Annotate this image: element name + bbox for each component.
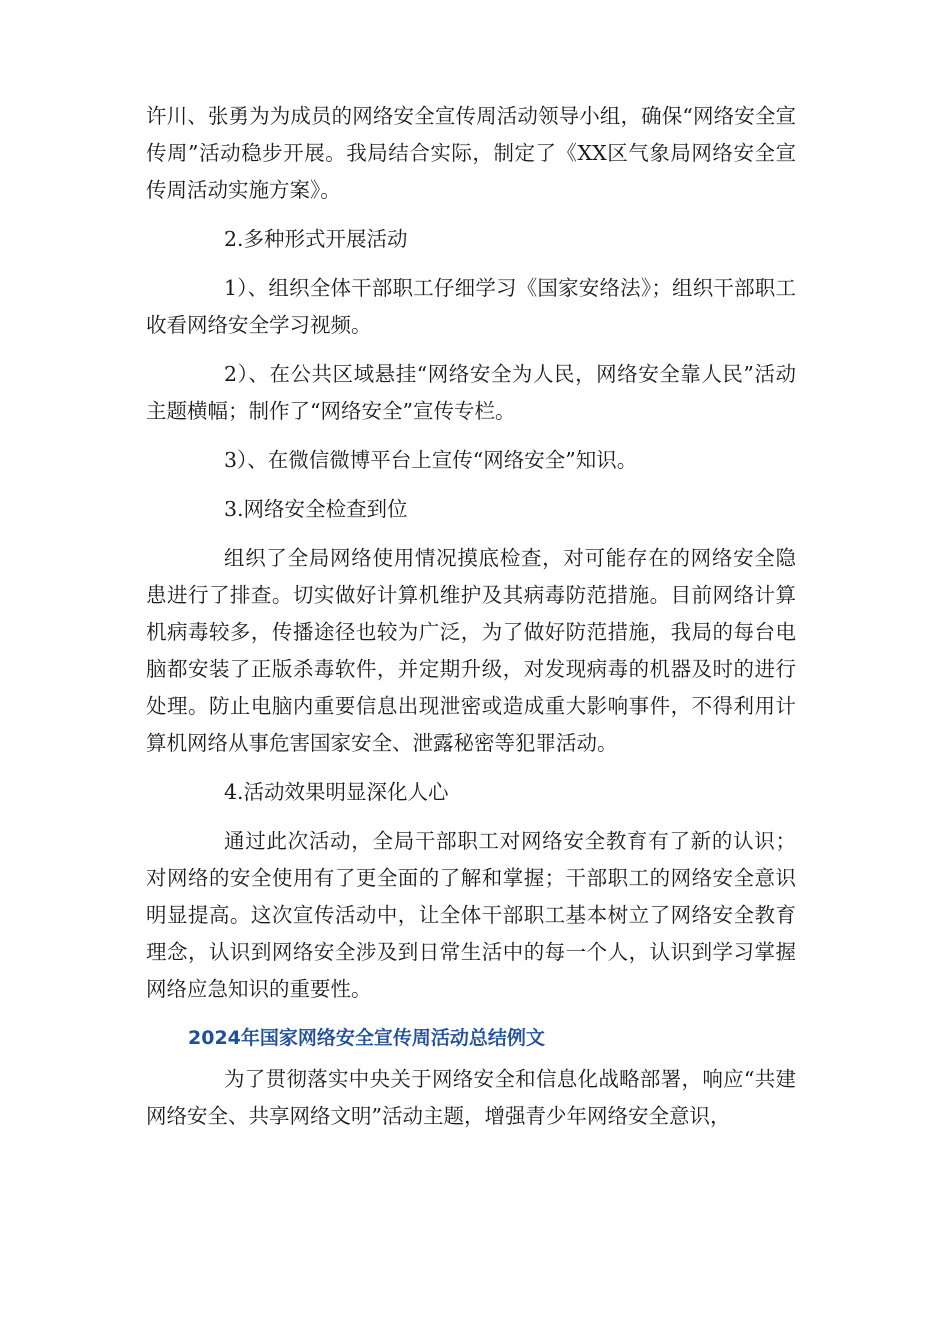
paragraph-security-check: 组织了全局网络使用情况摸底检查，对可能存在的网络安全隐患进行了排查。切实做好计算机维护及其病毒防范措施。目前网络计算机病毒较多，传播途径也较为广泛，为了做好防范措施，我局的每台电脑都安装了正版杀毒软件，并定期升级，对发现病毒的机器及时的进行处理。防止电脑内重要信息出现泄密或造成重大影响事件，不得利用计算机网络从事危害国家安全、泄露秘密等犯罪活动。	[146, 546, 796, 755]
paragraph-leadership-group: 许川、张勇为为成员的网络安全宣传周活动领导小组，确保“网络安全宣传周”活动稳步开展。我局结合实际，制定了《XX区气象局网络安全宣传周活动实施方案》。	[146, 104, 796, 202]
list-item-wechat-weibo: 3）、在微信微博平台上宣传“网络安全”知识。	[224, 448, 638, 472]
section-heading-activities: 2.多种形式开展活动	[224, 227, 408, 251]
paragraph-effect: 通过此次活动，全局干部职工对网络安全教育有了新的认识；对网络的安全使用有了更全面的了解和掌握；干部职工的网络安全意识明显提高。这次宣传活动中，让全体干部职工基本树立了网络安全教育理念，认识到网络安全涉及到日常生活中的每一个人，认识到学习掌握网络应急知识的重要性。	[146, 829, 796, 1001]
section-heading-security-check: 3.网络安全检查到位	[224, 497, 408, 521]
paragraph-intro: 为了贯彻落实中央关于网络安全和信息化战略部署，响应“共建网络安全、共享网络文明”活动主题，增强青少年网络安全意识，	[146, 1067, 796, 1128]
document-body	[146, 98, 796, 1147]
list-item-study-law: 1）、组织全体干部职工仔细学习《国家安络法》；组织干部职工收看网络安全学习视频。	[146, 276, 796, 337]
section-heading-effect: 4.活动效果明显深化人心	[224, 780, 449, 804]
article-title: 2024年国家网络安全宣传周活动总结例文	[188, 1027, 545, 1049]
list-item-banner: 2）、在公共区域悬挂“网络安全为人民，网络安全靠人民”活动主题横幅；制作了“网络安全”宣传专栏。	[146, 362, 796, 423]
